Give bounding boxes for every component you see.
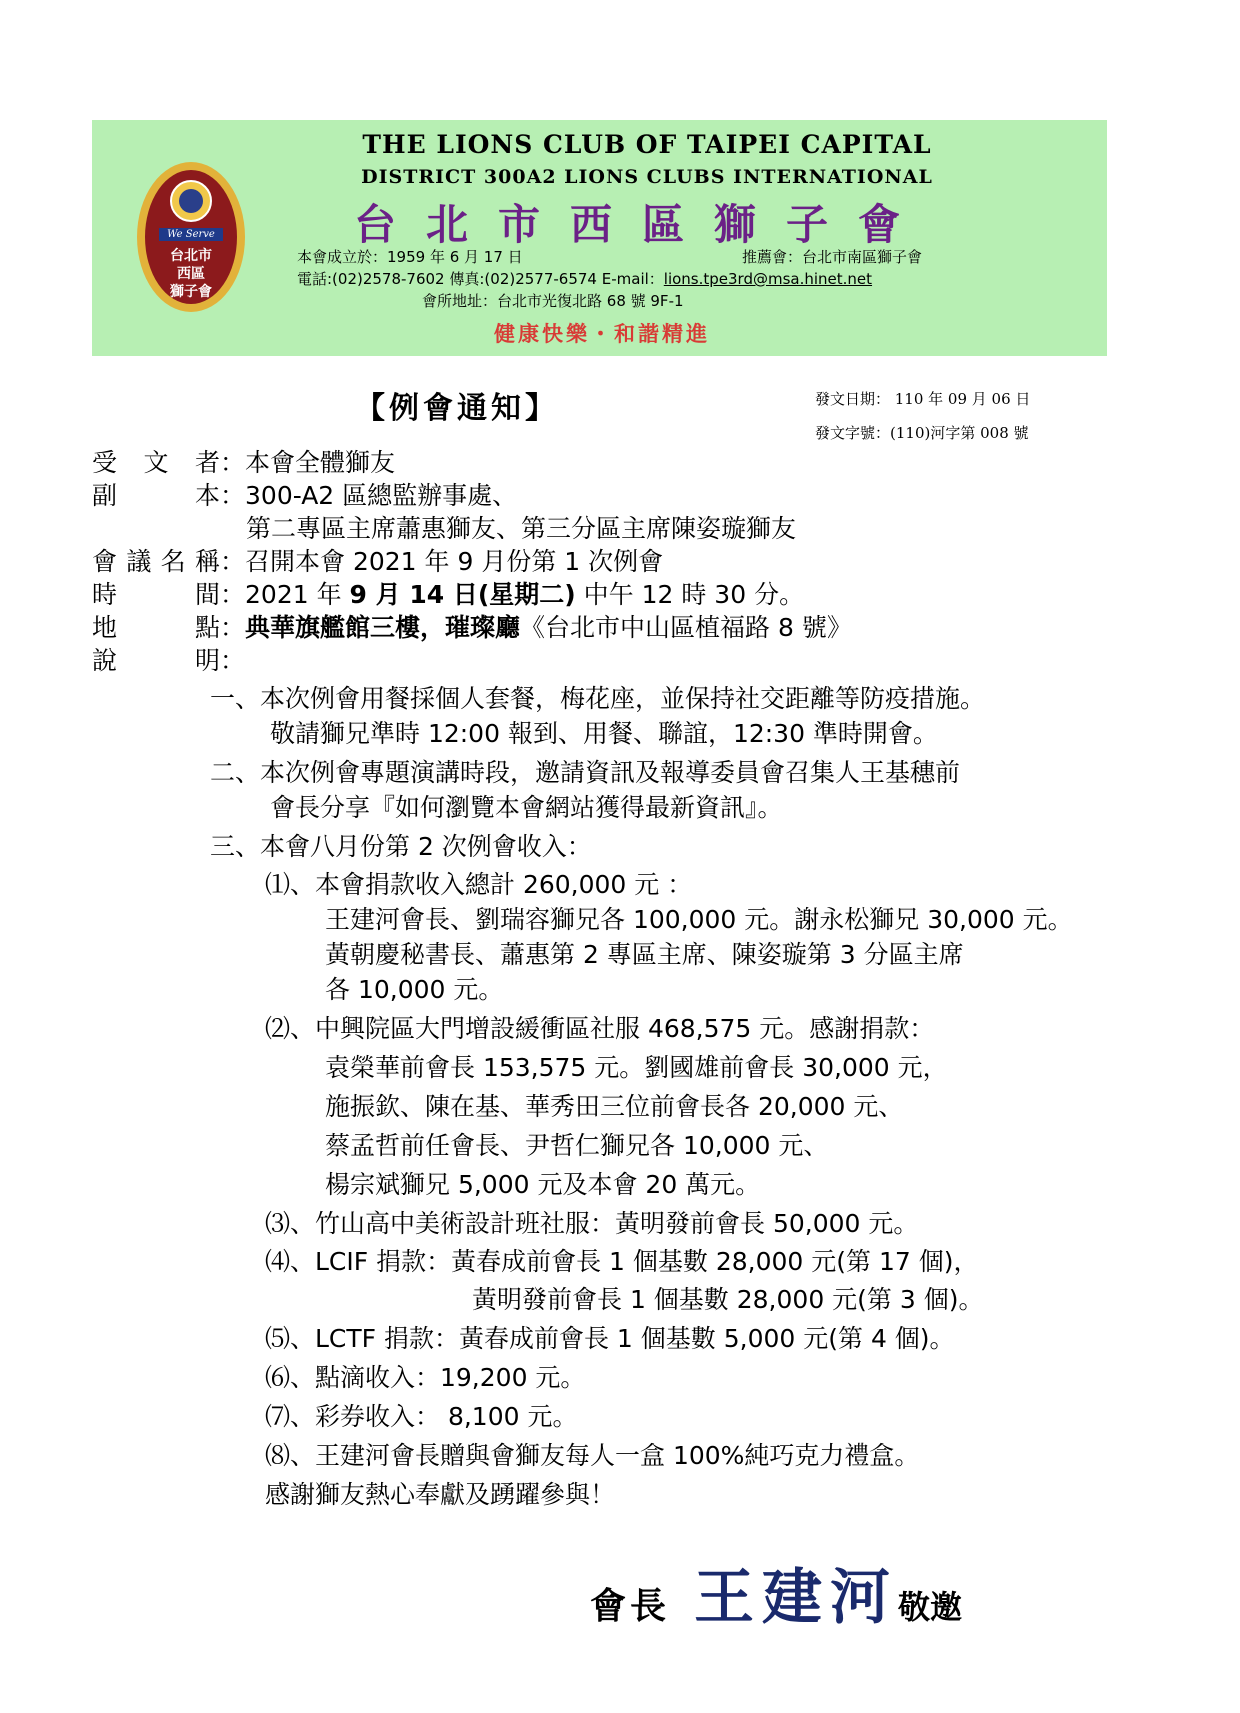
sub-item-4: ⑷、LCIF 捐款：黃春成前會長 1 個基數 28,000 元(第 17 個)， [265,1247,979,1276]
sub-item-1-line: 王建河會長、劉瑞容獅兄各 100,000 元。謝永松獅兄 30,000 元。 [325,905,1073,934]
sub-item-3: ⑶、竹山高中美術設計班社服：黃明發前會長 50,000 元。 [265,1209,919,1238]
sub-item-5: ⑸、LCTF 捐款：黃春成前會長 1 個基數 5,000 元(第 4 個)。 [265,1324,955,1353]
logo-badge [145,170,237,304]
letterhead [92,120,1107,356]
item-one: 一、本次例會用餐採個人套餐，梅花座，並保持社交距離等防疫措施。 [210,684,986,713]
explain-row: 說明： [92,646,246,675]
sub-item-1-line: 黃朝慶秘書長、蕭惠第 2 專區主席、陳姿璇第 3 分區主席 [325,940,964,969]
sub-item-8: ⑻、王建河會長贈與會獅友每人一盒 100%純巧克力禮盒。 [265,1441,920,1470]
place-row: 地點：典華旗艦館三樓，璀璨廳《台北市中山區植福路 8 號》 [92,613,852,642]
sub-item-2-line: 施振欽、陳在基、華秀田三位前會長各 20,000 元、 [325,1092,904,1121]
sub-item-2: ⑵、中興院區大門增設緩衝區社服 468,575 元。感謝捐款： [265,1014,935,1043]
sub-item-2-line: 楊宗斌獅兄 5,000 元及本會 20 萬元。 [325,1170,761,1199]
item-three: 三、本會八月份第 2 次例會收入： [210,832,592,861]
signature [590,1550,962,1636]
sponsor-club: 推薦會：台北市南區獅子會 [742,248,923,266]
item-one-cont: 敬請獅兄準時 12:00 報到、用餐、聯誼，12:30 準時開會。 [270,719,938,748]
signature-title: 會長 [590,1585,671,1627]
issue-date: 發文日期： 110 年 09 月 06 日 [815,390,1031,408]
contact-line: 電話:(02)2578-7602 傳真:(02)2577-6574 E-mail：lions.tpe3rd@msa.hinet.net [297,270,873,288]
thanks-line: 感謝獅友熱心奉獻及踴躍參與！ [265,1480,616,1509]
sub-item-2-line: 袁榮華前會長 153,575 元。劉國雄前會長 30,000 元， [325,1053,948,1082]
club-motto: 健康快樂・和諧精進 [494,322,710,346]
sub-item-7: ⑺、彩券收入： 8,100 元。 [265,1402,578,1431]
copy-row: 副本：300-A2 區總監辦事處、 [92,481,518,510]
club-address: 會所地址：台北市光復北路 68 號 9F-1 [422,292,684,310]
lions-emblem-icon [170,180,212,222]
org-name-en: THE LIONS CLUB OF TAIPEI CAPITAL [362,130,932,159]
sub-item-2-line: 蔡孟哲前任會長、尹哲仁獅兄各 10,000 元、 [325,1131,829,1160]
sub-item-4-line: 黃明發前會長 1 個基數 28,000 元(第 3 個)。 [472,1285,984,1314]
recipient-row: 受文者：本會全體獅友 [92,448,396,477]
notice-title: 【例會通知】 [355,391,559,426]
sub-item-6: ⑹、點滴收入：19,200 元。 [265,1363,586,1392]
email-link[interactable]: lions.tpe3rd@msa.hinet.net [663,270,873,288]
sub-item-1-line: 各 10,000 元。 [325,975,504,1004]
time-row: 時間：2021 年 9 月 14 日(星期二) 中午 12 時 30 分。 [92,580,805,609]
issue-number: 發文字號：(110)河字第 008 號 [815,424,1029,442]
lions-club-logo [137,162,245,312]
founded-date: 本會成立於：1959 年 6 月 17 日 [297,248,523,266]
logo-motto: We Serve [159,228,223,241]
org-name-zh: 台北市西區獅子會 [353,200,930,249]
meeting-row: 會議名稱：召開本會 2021 年 9 月份第 1 次例會 [92,547,664,576]
item-two: 二、本次例會專題演講時段，邀請資訊及報導委員會召集人王基穗前 [210,758,961,787]
org-district-en: DISTRICT 300A2 LIONS CLUBS INTERNATIONAL [361,166,933,188]
copy-row-2: 第二專區主席蕭惠獅友、第三分區主席陳姿璇獅友 [246,514,797,543]
logo-name: 台北市 西區 獅子會 [170,248,212,300]
sub-item-1: ⑴、本會捐款收入總計 260,000 元 ： [265,870,693,899]
item-two-cont: 會長分享『如何瀏覽本會網站獲得最新資訊』。 [270,793,783,822]
signature-name: 王建河 [694,1563,899,1633]
signature-closing: 敬邀 [898,1588,963,1626]
